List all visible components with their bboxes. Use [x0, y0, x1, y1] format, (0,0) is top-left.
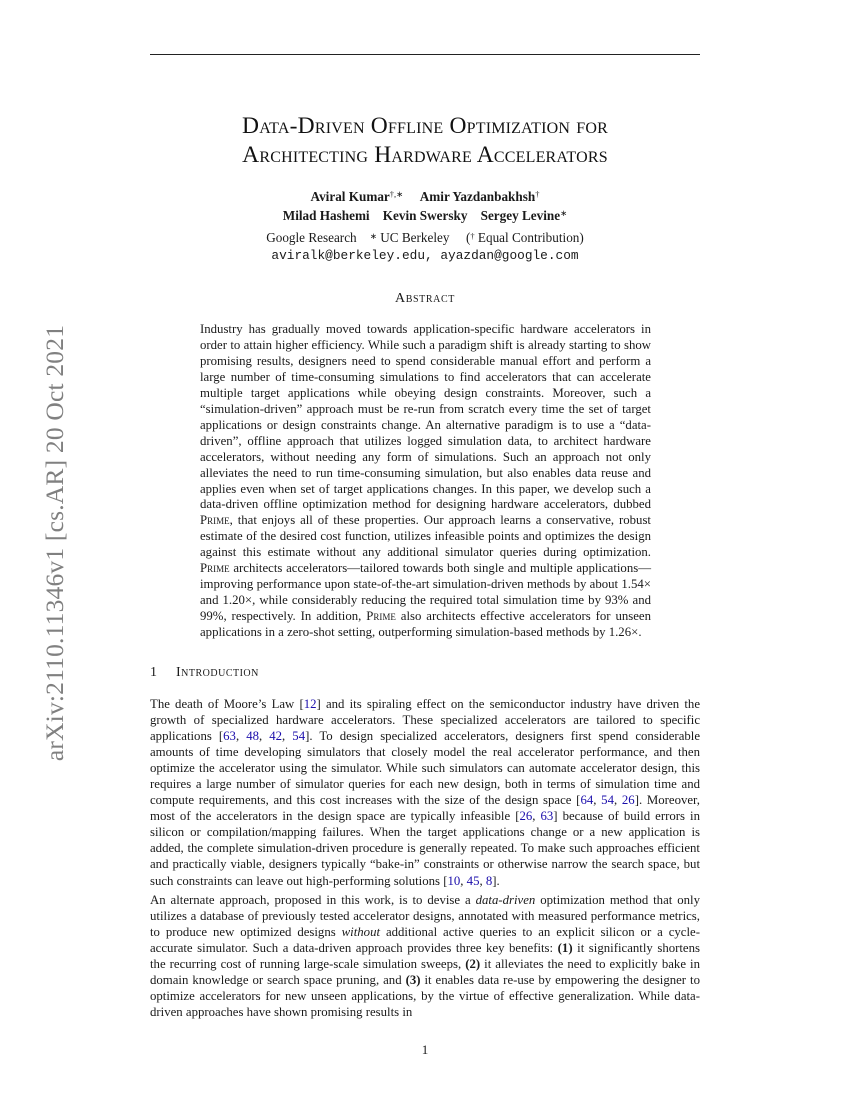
body-text: additional active queries to an explicit silicon or a cycle-accurate simulator. Such a data-driven approach provides three key benefits:	[150, 925, 700, 956]
citation-link[interactable]: 48	[246, 729, 259, 744]
abstract-heading: Abstract	[395, 291, 455, 306]
author-mark: ∗	[560, 208, 568, 218]
section-heading-introduction	[150, 665, 700, 681]
body-text: ] because of build errors in silicon or compilation/mapping failures. When the target applications change or a new application is added, the complete simulation-driven procedure is generally repeated. To make such approaches efficient and practically viable, designers typically “bake-in” constraints or otherwise narrow the search space, but such constraints can leave out high-performing solutions [	[150, 809, 700, 888]
abstract-text: Industry has gradually moved towards application-specific hardware accelerators in order to attain higher efficiency. While such a paradigm shift is already starting to show promising results, designers need to spend considerable manual effort and perform a large number of time-consuming simulations to find accelerators that can accelerate multiple target applications while obeying design constraints. Moreover, such a “simulation-driven” approach must be re-run from scratch every time the set of target applications or design constraints change. An alternative paradigm is to use a “data-driven”, offline approach that utilizes logged simulation data, to architect hardware accelerators, without needing any form of simulations. Such an approach not only alleviates the need to run time-consuming simulation, but also enables data reuse and applies even when set of target applications changes. In this paper, we develop such a data-driven offline optimization method for designing hardware accelerators, dubbed	[200, 322, 651, 512]
method-name: Prime	[200, 561, 230, 576]
author-emails: aviralk@berkeley.edu, ayazdan@google.com	[271, 248, 579, 263]
paper-title	[150, 112, 700, 170]
author-name: Kevin Swersky	[382, 208, 468, 223]
title-line-2: Architecting Hardware Accelerators	[242, 142, 608, 168]
body-text: The death of Moore’s Law [	[150, 697, 304, 711]
affiliation-mark: ∗	[369, 231, 377, 241]
section-title: Introduction	[176, 665, 259, 680]
author-name: Amir Yazdanbakhsh	[419, 189, 536, 204]
citation-link[interactable]: 10	[447, 873, 461, 888]
page-number: 1	[421, 1042, 429, 1057]
emphasis-text: without	[341, 925, 381, 940]
benefit-marker: (3)	[405, 973, 421, 988]
body-text: ] and its spiraling effect on the semiconductor industry have driven the growth of specialized hardware accelerators. These specialized accelerators are tailored to specific applications [	[150, 697, 700, 744]
affiliation-ucb: UC Berkeley	[376, 230, 450, 245]
emphasis-text: data-driven	[475, 893, 536, 907]
abstract-body	[200, 322, 651, 641]
citation-link[interactable]: 8	[485, 873, 493, 888]
body-text: it enables data re-use by empowering the designer to optimize accelerators for new unseen applications, by the virtue of effective generalization. While data-driven approaches have shown promising results in	[150, 973, 700, 1020]
author-name: Sergey Levine	[480, 208, 561, 223]
benefit-marker: (1)	[557, 941, 573, 956]
intro-paragraph-1: The death of Moore’s Law [12] and its spiraling effect on the semiconductor industry have driven the growth of specialized hardware accelerators. These specialized accelerators are tailored to specific applications [63, 48, 42, 54]. To design specialized accelerators, designers first spend considerable amounts of time developing simulators that closely model the real accelerator performance, and then optimize the accelerator using the simulator. While such simulators can automate accelerator design, this requires a large number of simulator queries for each new design, both in terms of simulation time and compute requirements, and this cost increases with the size of the design space [64, 54, 26]. Moreover, most of the accelerators in the design space are typically infeasible [26, 63] because of build errors in silicon or compilation/mapping failures. When the target applications change or a new application is added, the complete simulation-driven procedure is generally repeated. To make such approaches efficient and practically viable, designers typically “bake-in” constraints or otherwise narrow the search space, but such constraints can leave out high-performing solutions [10, 45, 8].	[150, 697, 701, 888]
author-line-1	[150, 187, 700, 206]
arxiv-identifier-stamp	[40, 296, 70, 790]
citation-link[interactable]: 12	[303, 697, 317, 711]
body-text: ]. To design specialized accelerators, designers first spend considerable amounts of time developing simulators that closely model the real accelerator performance, and then optimize the accelerator using the simulator. While such simulators can automate accelerator design, this requires a large number of simulator queries for each new design, both in terms of simulation time and compute requirements, and this cost increases with the size of the design space [	[150, 729, 701, 808]
citation-link[interactable]: 63	[223, 729, 236, 744]
citation-link[interactable]: 54	[292, 729, 306, 744]
citation-link[interactable]: 63	[540, 809, 554, 824]
citation-link[interactable]: 42	[269, 729, 283, 744]
affiliation-google: Google Research	[266, 230, 357, 245]
author-list	[150, 187, 700, 225]
author-line-2	[150, 206, 700, 225]
body-text: it significantly shortens the recurring cost of running large-scale simulation sweeps,	[150, 941, 700, 972]
header-rule	[150, 54, 700, 55]
affiliations	[150, 229, 700, 247]
citation-link[interactable]: 26	[519, 809, 533, 824]
body-text: An alternate approach, proposed in this work, is to devise a	[150, 893, 476, 907]
abstract-text: architects accelerators—tailored towards both single and multiple applications—improving performance upon state-of-the-art simulation-driven methods by about 1.54× and 1.20×, while considerably reducing the required total simulation time by 93% and 99%, respectively. In addition,	[200, 561, 651, 624]
title-line-1: Data-Driven Offline Optimization for	[242, 113, 608, 139]
affiliation-equal-contribution: Equal Contribution)	[474, 230, 584, 245]
body-text: it alleviates the need to explicitly bake in domain knowledge or search space pruning, and	[150, 957, 700, 988]
citation-link[interactable]: 26	[621, 793, 635, 808]
abstract-text: , that enjoys all of these properties. Our approach learns a conservative, robust estimate of the desired cost function, utilizes infeasible points and optimizes the design against this estimate without any additional simulator queries during optimization.	[200, 513, 651, 560]
method-name: Prime	[366, 609, 396, 624]
citation-link[interactable]: 64	[580, 793, 594, 808]
affiliation-mark: †	[470, 231, 475, 241]
author-mark: †,∗	[389, 189, 404, 199]
benefit-marker: (2)	[465, 957, 481, 972]
section-number: 1	[150, 665, 158, 680]
author-name: Aviral Kumar	[310, 189, 390, 204]
intro-paragraph-2	[150, 892, 700, 1020]
citation-link[interactable]: 54	[601, 793, 614, 808]
arxiv-identifier-text: arXiv:2110.11346v1 [cs.AR] 20 Oct 2021	[40, 324, 70, 762]
citation-link[interactable]: 45	[466, 873, 480, 888]
body-text: optimization method that only utilizes a database of previously tested accelerator designs, annotated with measured performance metrics, to produce new optimized designs	[150, 893, 700, 940]
body-text: ]. Moreover, most of the accelerators in the design space are typically infeasible [	[150, 793, 701, 824]
body-text: ].	[492, 873, 500, 888]
affiliation-paren: (	[465, 230, 471, 245]
author-name: Milad Hashemi	[282, 208, 370, 223]
author-mark: †	[535, 189, 540, 199]
abstract-text: also architects effective accelerators for unseen applications in a zero-shot setting, outperforming simulation-based methods by 1.26×.	[200, 609, 651, 640]
method-name: Prime	[200, 513, 230, 528]
